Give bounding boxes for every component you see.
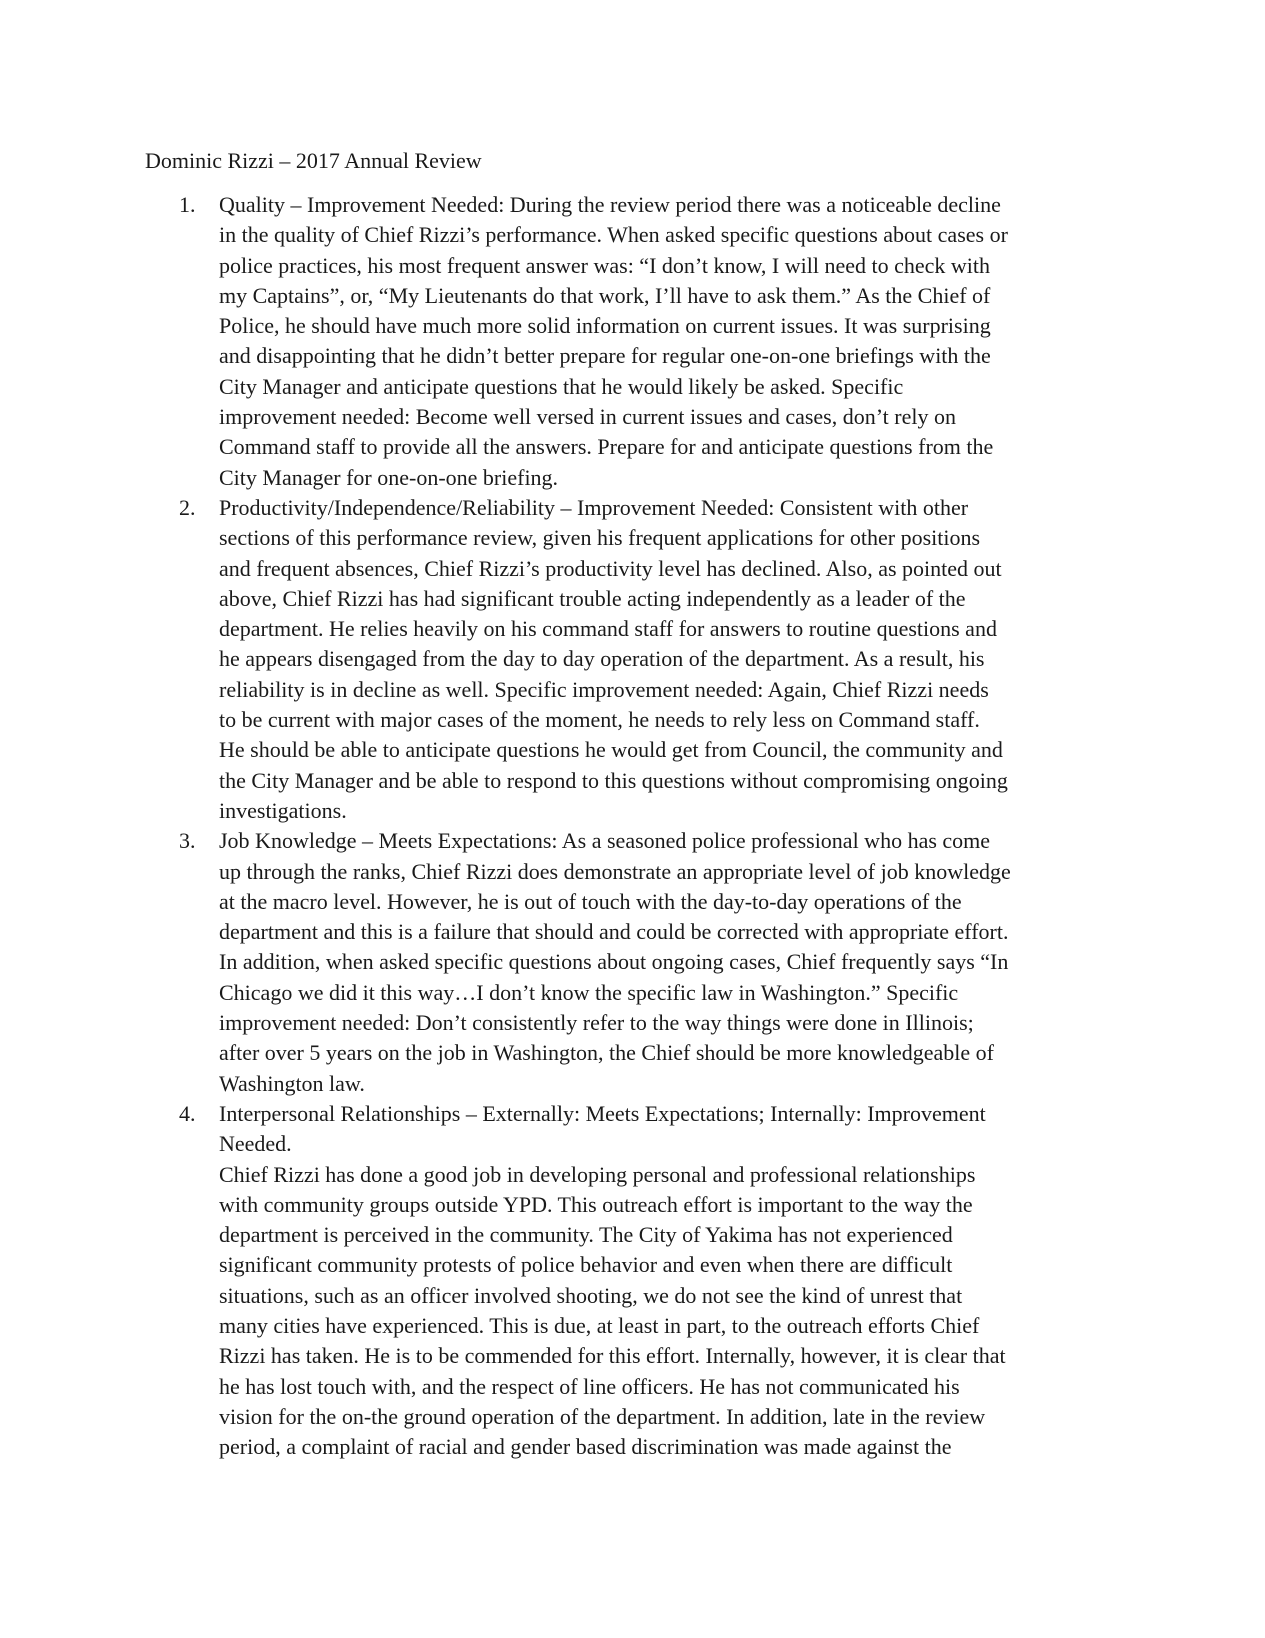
item-text-line: to be current with major cases of the moment, he needs to rely less on Command staff. [219, 707, 980, 733]
item-text-line: Chicago we did it this way…I don’t know the specific law in Washington.” Specific [219, 979, 959, 1005]
item-text-line: he appears disengaged from the day to day operation of the department. As a result, his [219, 646, 985, 672]
item-text-line: with community groups outside YPD. This outreach effort is important to the way the [219, 1191, 973, 1217]
item-text-line: situations, such as an officer involved shooting, we do not see the kind of unrest that [219, 1282, 963, 1308]
item-text-line: department and this is a failure that should and could be corrected with appropriate effort. [219, 919, 1009, 945]
item-text-line: department. He relies heavily on his command staff for answers to routine questions and [219, 616, 997, 642]
item-text-line: above, Chief Rizzi has had significant trouble acting independently as a leader of the [219, 585, 966, 611]
item-text-line: Productivity/Independence/Reliability – Improvement Needed: Consistent with other [219, 494, 969, 520]
item-body [219, 493, 1099, 826]
item-text-line: vision for the on-the ground operation of the department. In addition, late in the review [219, 1403, 986, 1429]
item-text-line: Washington law. [219, 1070, 365, 1096]
item-text-line: he has lost touch with, and the respect of line officers. He has not communicated his [219, 1373, 960, 1399]
item-text-line: significant community protests of police behavior and even when there are difficult [219, 1252, 953, 1278]
review-item [0, 493, 1099, 826]
item-text-line: Needed. [219, 1131, 292, 1157]
item-text-line: after over 5 years on the job in Washington, the Chief should be more knowledgeable of [219, 1040, 994, 1066]
item-text-line: sections of this performance review, given his frequent applications for other positions [219, 525, 981, 551]
item-text-line: improvement needed: Become well versed in current issues and cases, don’t rely on [219, 404, 956, 430]
item-text-line: Interpersonal Relationships – Externally: Meets Expectations; Internally: Improvement [219, 1100, 986, 1126]
item-text-line: police practices, his most frequent answer was: “I don’t know, I will need to check with [219, 252, 990, 278]
item-number: 2. [179, 494, 196, 520]
review-item [0, 190, 1099, 493]
item-text-line: Rizzi has taken. He is to be commended for this effort. Internally, however, it is clear that [219, 1343, 1006, 1369]
item-text-line: Police, he should have much more solid information on current issues. It was surprising [219, 313, 991, 339]
item-body [219, 826, 1099, 1099]
item-text-line: my Captains”, or, “My Lieutenants do that work, I’ll have to ask them.” As the Chief of [219, 282, 991, 308]
item-body [219, 1099, 1099, 1463]
review-item [0, 826, 1099, 1099]
item-text-line: at the macro level. However, he is out of touch with the day-to-day operations of the [219, 888, 962, 914]
review-item-list [0, 190, 1099, 1462]
item-text-line: department is perceived in the community. The City of Yakima has not experienced [219, 1222, 953, 1248]
item-text-line: up through the ranks, Chief Rizzi does demonstrate an appropriate level of job knowledge [219, 858, 1011, 884]
item-text-line: He should be able to anticipate questions he would get from Council, the community and [219, 737, 1003, 763]
item-text-line: City Manager for one-on-one briefing. [219, 464, 559, 490]
item-text-line: reliability is in decline as well. Specific improvement needed: Again, Chief Rizzi needs [219, 676, 989, 702]
item-body [219, 190, 1099, 493]
review-item [0, 1099, 1099, 1463]
item-text-line: in the quality of Chief Rizzi’s performance. When asked specific questions about cases or [219, 222, 1008, 248]
item-text-line: and disappointing that he didn’t better prepare for regular one-on-one briefings with the [219, 343, 991, 369]
item-text-line: City Manager and anticipate questions that he would likely be asked. Specific [219, 373, 904, 399]
item-number: 1. [179, 192, 196, 217]
item-text-line: the City Manager and be able to respond to this questions without compromising ongoing [219, 767, 1008, 793]
item-text-line: investigations. [219, 797, 347, 823]
item-number: 3. [179, 828, 196, 854]
item-text-line: Job Knowledge – Meets Expectations: As a seasoned police professional who has come [219, 828, 991, 854]
item-text-line: and frequent absences, Chief Rizzi’s productivity level has declined. Also, as pointed out [219, 555, 1002, 581]
item-number: 4. [179, 1100, 196, 1126]
document-title: Dominic Rizzi – 2017 Annual Review [145, 148, 482, 173]
item-text-line: Quality – Improvement Needed: During the review period there was a noticeable decline [219, 192, 1001, 217]
item-text-line: period, a complaint of racial and gender based discrimination was made against the [219, 1434, 952, 1460]
item-text-line: Chief Rizzi has done a good job in developing personal and professional relationships [219, 1161, 976, 1187]
item-text-line: improvement needed: Don’t consistently refer to the way things were done in Illinois; [219, 1010, 974, 1036]
item-text-line: Command staff to provide all the answers. Prepare for and anticipate questions from the [219, 434, 994, 460]
item-text-line: many cities have experienced. This is due, at least in part, to the outreach efforts Chief [219, 1312, 980, 1338]
item-text-line: In addition, when asked specific questions about ongoing cases, Chief frequently says “In [219, 949, 1009, 975]
